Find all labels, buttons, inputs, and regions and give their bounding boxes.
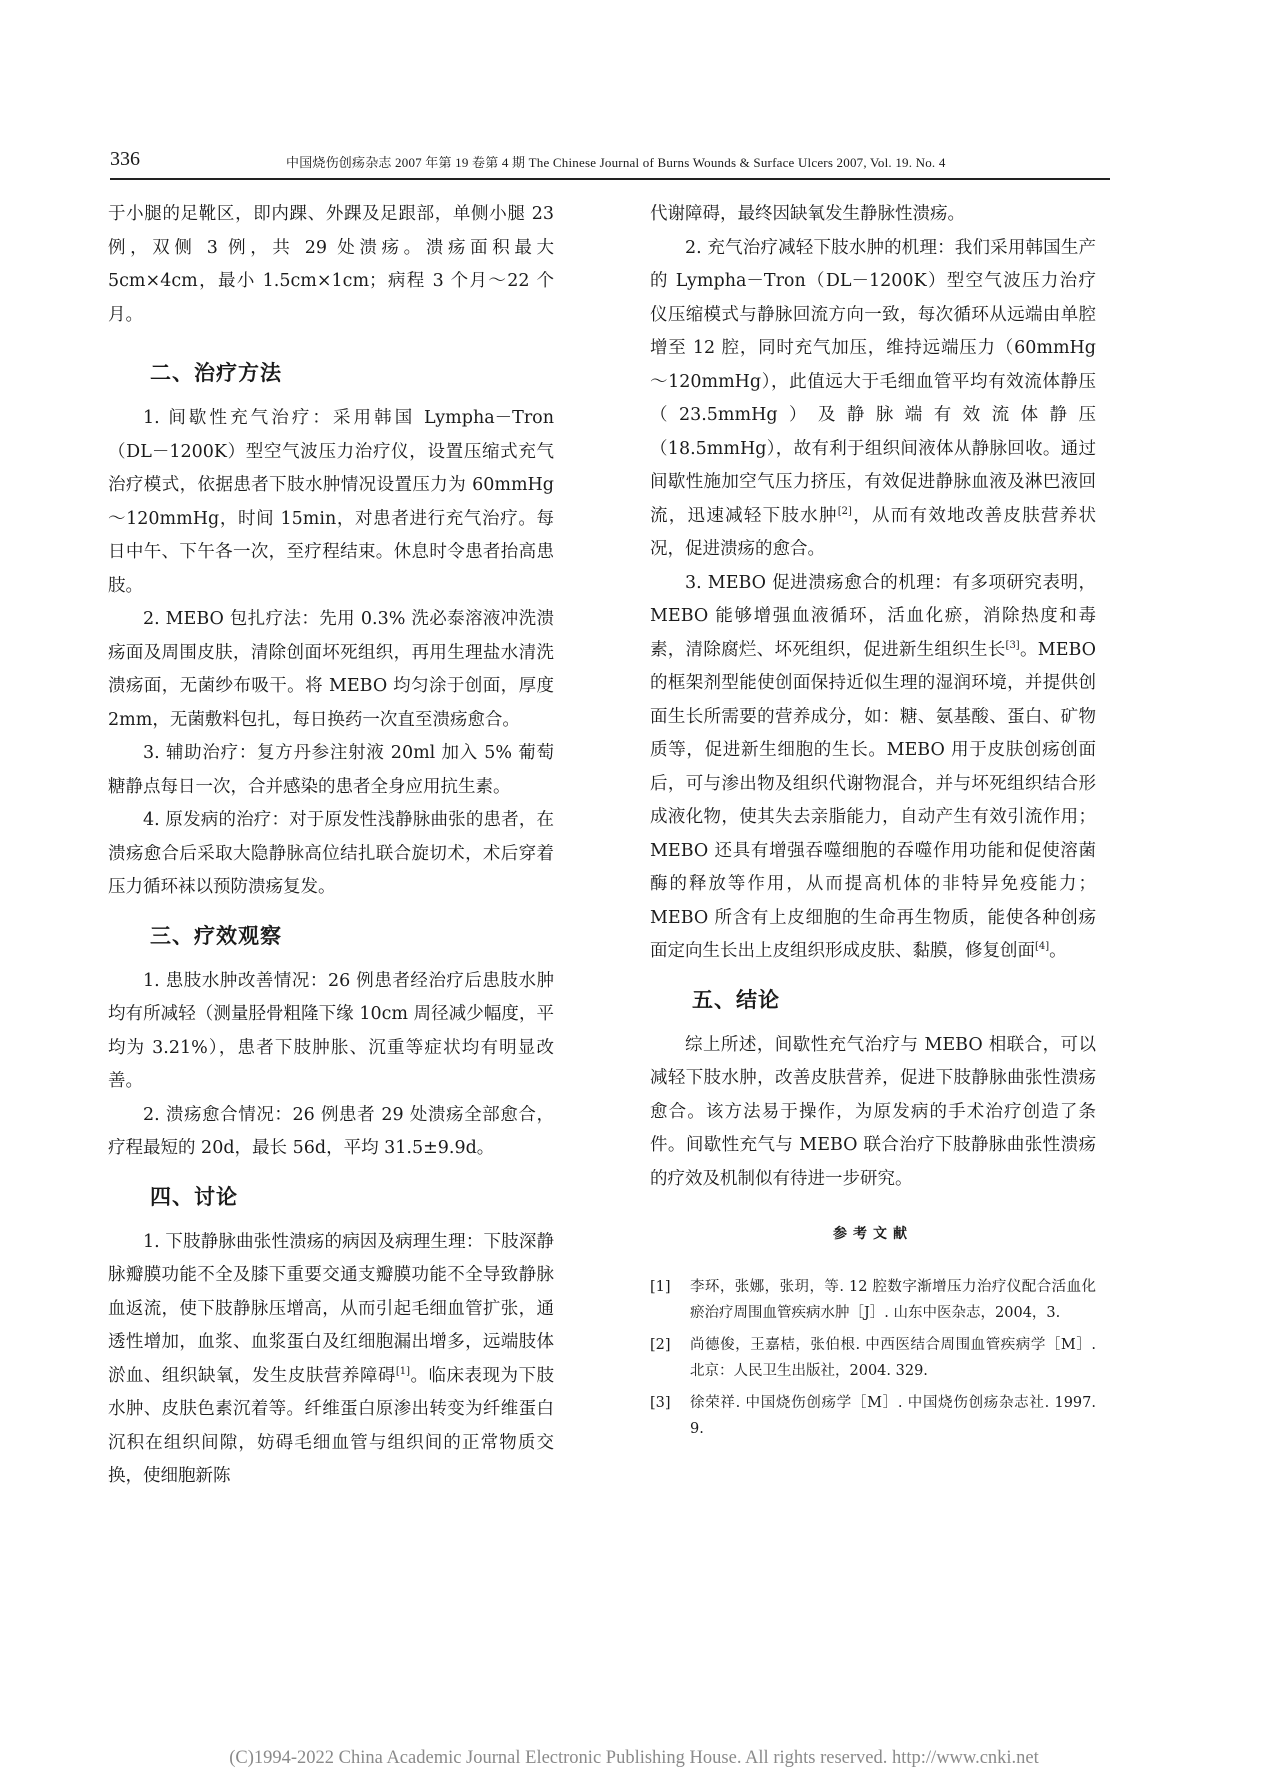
reference-number: [3] [650,1395,671,1411]
copyright-footer: (C)1994-2022 China Academic Journal Electronic Publishing House. All rights reserved. http://www.cnki.net [229,1748,1039,1768]
reference-text: 尚德俊，王嘉桔，张伯根. 中西医结合周围血管疾病学［M］. 北京：人民卫生出版社，2004. 329. [690,1337,1096,1379]
reference-number: [2] [650,1337,671,1353]
text-run: 。临床表现为下肢水肿、皮肤色素沉着等。纤维蛋白原渗出转变为纤维蛋白沉积在组织间隙，妨碍毛细血管与组织间的正常物质交换，使细胞新陈 [108,1365,555,1486]
paragraph: 1. 患肢水肿改善情况：26 例患者经治疗后患肢水肿均有所减轻（测量胫骨粗隆下缘 10cm 周径减少幅度，平均为 3.21%），患者下肢肿胀、沉重等症状均有明显改善。 [108,970,554,1091]
section-heading-discussion: 四、讨论 [150,1184,238,1209]
paragraph: 1. 间歇性充气治疗：采用韩国 Lympha－Tron（DL－1200K）型空气波压力治疗仪，设置压缩式充气治疗模式，依据患者下肢水肿情况设置压力为 60mmHg～120mmHg，时间 15min，对患者进行充气治疗。每日中午、下午各一次，至疗程结束。休息时令患者抬高患肢。 [108,408,554,596]
paragraph [108,1226,554,1494]
reference-text: 李环，张娜，张玥，等. 12 腔数字渐增压力治疗仪配合活血化瘀治疗周围血管疾病水肿［J］. 山东中医杂志，2004，3. [690,1279,1096,1321]
paragraph: 2. 溃疡愈合情况：26 例患者 29 处溃疡全部愈合，疗程最短的 20d，最长 56d，平均 31.5±9.9d。 [108,1104,554,1158]
reference-text: 徐荣祥. 中国烧伤创疡学［M］. 中国烧伤创疡杂志社. 1997. 9. [690,1395,1096,1437]
paragraph [650,232,1096,567]
section-heading-treatment: 二、治疗方法 [150,361,282,385]
text-run: 。MEBO 的框架剂型能使创面保持近似生理的湿润环境，并提供创面生长所需要的营养成分，如：糖、氨基酸、蛋白、矿物质等，促进新生细胞的生长。MEBO 用于皮肤创疡创面后，可与渗出物及组织代谢物混合，并与坏死组织结合形成液化物，使其失去亲脂能力，自动产生有效引流作用；MEBO 还具有增强吞噬细胞的吞噬作用功能和促使溶菌酶的释放等作用，从而提高机体的非特异免疫能力；MEBO 所含有上皮细胞的生命再生物质，能使各种创疡面定向生长出上皮组织形成皮肤、黏膜，修复创面 [650,639,1096,961]
paragraph: 综上所述，间歇性充气治疗与 MEBO 相联合，可以减轻下肢水肿，改善皮肤营养，促进下肢静脉曲张性溃疡愈合。该方法易于操作，为原发病的手术治疗创造了条件。间歇性充气与 MEBO 联合治疗下肢静脉曲张性溃疡的疗效及机制似有待进一步研究。 [650,1034,1096,1189]
citation-marker: [1] [395,1365,411,1377]
paragraph: 于小腿的足靴区，即内踝、外踝及足跟部，单侧小腿 23 例，双侧 3 例，共 29 处溃疡。溃疡面积最大 5cm×4cm，最小 1.5cm×1cm；病程 3 个月～22 个月。 [108,204,554,325]
paragraph: 代谢障碍，最终因缺氧发生静脉性溃疡。 [650,204,965,224]
text-run: 2. 充气治疗减轻下肢水肿的机理：我们采用韩国生产的 Lympha－Tron（DL－1200K）型空气波压力治疗仪压缩模式与静脉回流方向一致，每次循环从远端由单腔增至 12 腔，同时充气加压，维持远端压力（60mmHg～120mmHg），此值远大于毛细血管平均有效流体静压（23.5mmHg）及静脉端有效流体静压（18.5mmHg），故有利于组织间液体从静脉回收。通过间歇性施加空气压力挤压，有效促进静脉血液及淋巴液回流，迅速减轻下肢水肿 [650,237,1096,526]
reference-item [650,1274,1096,1326]
text-run: 3. MEBO 促进溃疡愈合的机理：有多项研究表明，MEBO 能够增强血液循环，活血化瘀，消除热度和毒素，清除腐烂、坏死组织，促进新生组织生长 [650,572,1096,660]
citation-marker: [2] [837,505,852,517]
header-rule [110,178,1110,180]
paragraph: 4. 原发病的治疗：对于原发性浅静脉曲张的患者，在溃疡愈合后采取大隐静脉高位结扎联合旋切术，术后穿着压力循环袜以预防溃疡复发。 [108,810,554,897]
section-heading-conclusion: 五、结论 [692,987,780,1012]
reference-list [650,1274,1096,1442]
left-column [108,198,554,1494]
text-run: 1. 下肢静脉曲张性溃疡的病因及病理生理：下肢深静脉瓣膜功能不全及膝下重要交通支瓣膜功能不全导致静脉血返流，使下肢静脉压增高，从而引起毛细血管扩张，通透性增加，血浆、血浆蛋白及红细胞漏出增多，远端肢体淤血、组织缺氧，发生皮肤营养障碍 [108,1231,554,1386]
references-title: 参考文献 [833,1226,913,1242]
reference-item [650,1390,1096,1442]
citation-marker: [4] [1035,941,1050,953]
page-number: 336 [110,148,140,170]
running-head: 中国烧伤创疡杂志 2007 年第 19 卷第 4 期 The Chinese Journal of Burns Wounds & Surface Ulcers 2007, Vol. 19. No. 4 [286,155,946,170]
paragraph [650,567,1096,969]
text-run: ，从而有效地改善皮肤营养状况，促进溃疡的愈合。 [650,505,1097,559]
citation-marker: [3] [1005,639,1020,651]
text-run: 。 [1049,941,1067,961]
reference-item [650,1332,1096,1384]
paragraph: 2. MEBO 包扎疗法：先用 0.3% 洗必泰溶液冲洗溃疡面及周围皮肤，清除创面坏死组织，再用生理盐水清洗溃疡面，无菌纱布吸干。将 MEBO 均匀涂于创面，厚度 2mm，无菌敷料包扎，每日换药一次直至溃疡愈合。 [108,609,554,730]
right-column [650,198,1096,1448]
section-heading-observation: 三、疗效观察 [150,923,282,948]
paragraph: 3. 辅助治疗：复方丹参注射液 20ml 加入 5% 葡萄糖静点每日一次，合并感染的患者全身应用抗生素。 [108,743,554,797]
reference-number: [1] [650,1279,671,1295]
